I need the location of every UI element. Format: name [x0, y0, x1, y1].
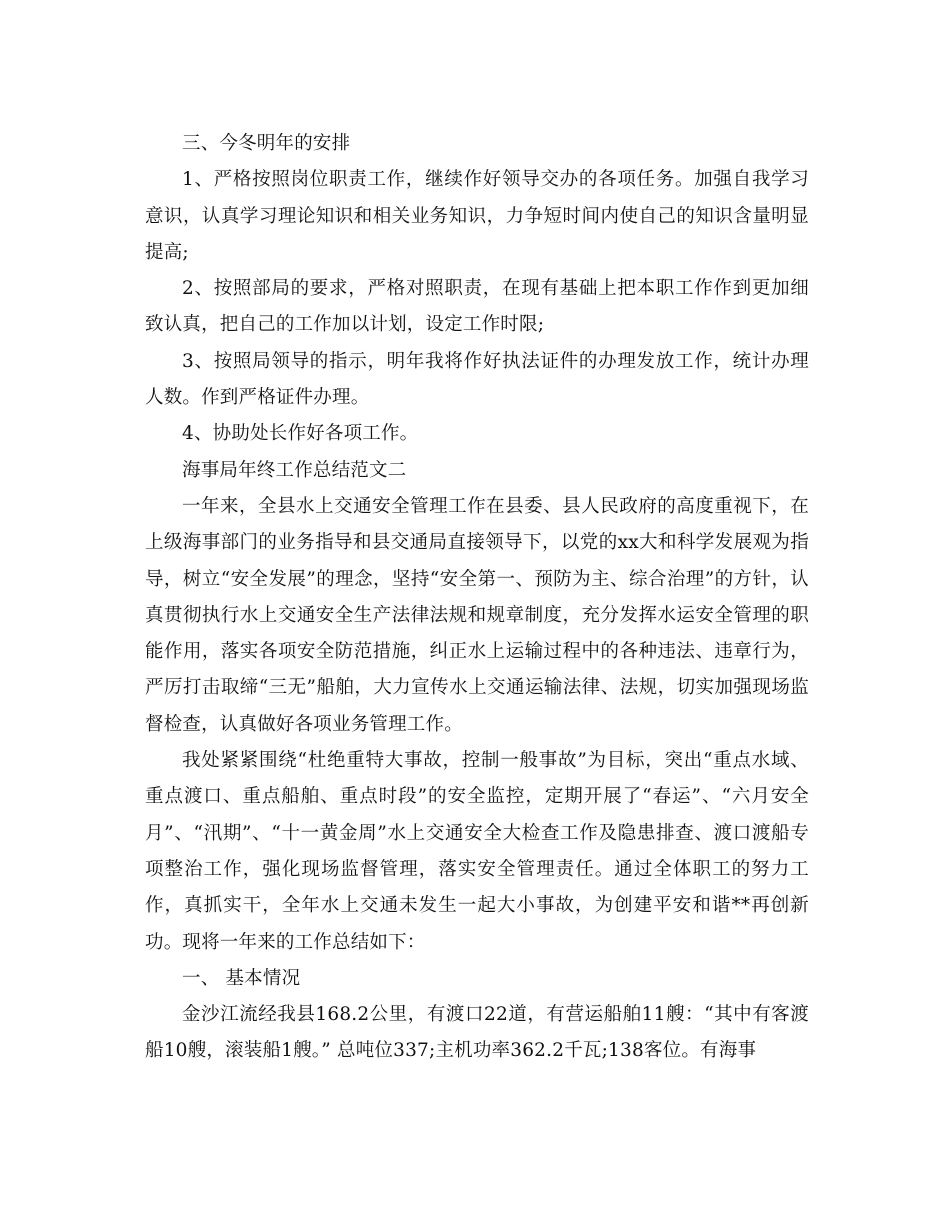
section-heading-plan: 三、今冬明年的安排 — [182, 133, 351, 154]
paragraph-item-1: 1、严格按照岗位职责工作，继续作好领导交办的各项任务。加强自我学习意识，认真学习理论知识和相关业务知识，力争短时间内使自己的知识含量明显提高; — [145, 169, 809, 263]
paragraph-item-4: 4、协助处长作好各项工作。 — [182, 423, 419, 445]
document-body — [145, 126, 809, 1070]
section-heading-basic: 一、 基本情况 — [182, 967, 301, 989]
paragraph-item-3: 3、按照局领导的指示，明年我将作好执法证件的办理发放工作，统计办理人数。作到严格证件办理。 — [145, 350, 809, 409]
paragraph-goals: 我处紧紧围绕“杜绝重特大事故，控制一般事故”为目标，突出“重点水域、重点渡口、重点船舶、重点时段”的安全监控，定期开展了“春运”、“六月安全月”、“汛期”、“十一黄金周”水上交通安全大检查工作及隐患排查、渡口渡船专项整治工作，强化现场监督管理，落实安全管理责任。通过全体职工的努力工作，真抓实干，全年水上交通未发生一起大小事故，为创建平安和谐**再创新功。现将一年来的工作总结如下： — [145, 750, 809, 953]
paragraph-item-2: 2、按照部局的要求，严格对照职责，在现有基础上把本职工作作到更加细致认真，把自己的工作加以计划，设定工作时限; — [145, 278, 809, 336]
paragraph-basic-info: 金沙江流经我县168.2公里，有渡口22道，有营运船舶11艘：“其中有客渡船10艘，滚装船1艘。” 总吨位337;主机功率362.2千瓦;138客位。有海事 — [145, 1004, 809, 1062]
article-title: 海事局年终工作总结范文二 — [182, 459, 407, 481]
paragraph-intro: 一年来，全县水上交通安全管理工作在县委、县人民政府的高度重视下，在上级海事部门的业务指导和县交通局直接领导下，以党的xx大和科学发展观为指导，树立“安全发展”的理念，坚持“安全第一、预防为主、综合治理”的方针，认真贯彻执行水上交通安全生产法律法规和规章制度，充分发挥水运安全管理的职能作用，落实各项安全防范措施，纠正水上运输过程中的各种违法、违章行为，严厉打击取缔“三无”船舶，大力宣传水上交通运输法律、法规，切实加强现场监督检查，认真做好各项业务管理工作。 — [145, 495, 809, 735]
